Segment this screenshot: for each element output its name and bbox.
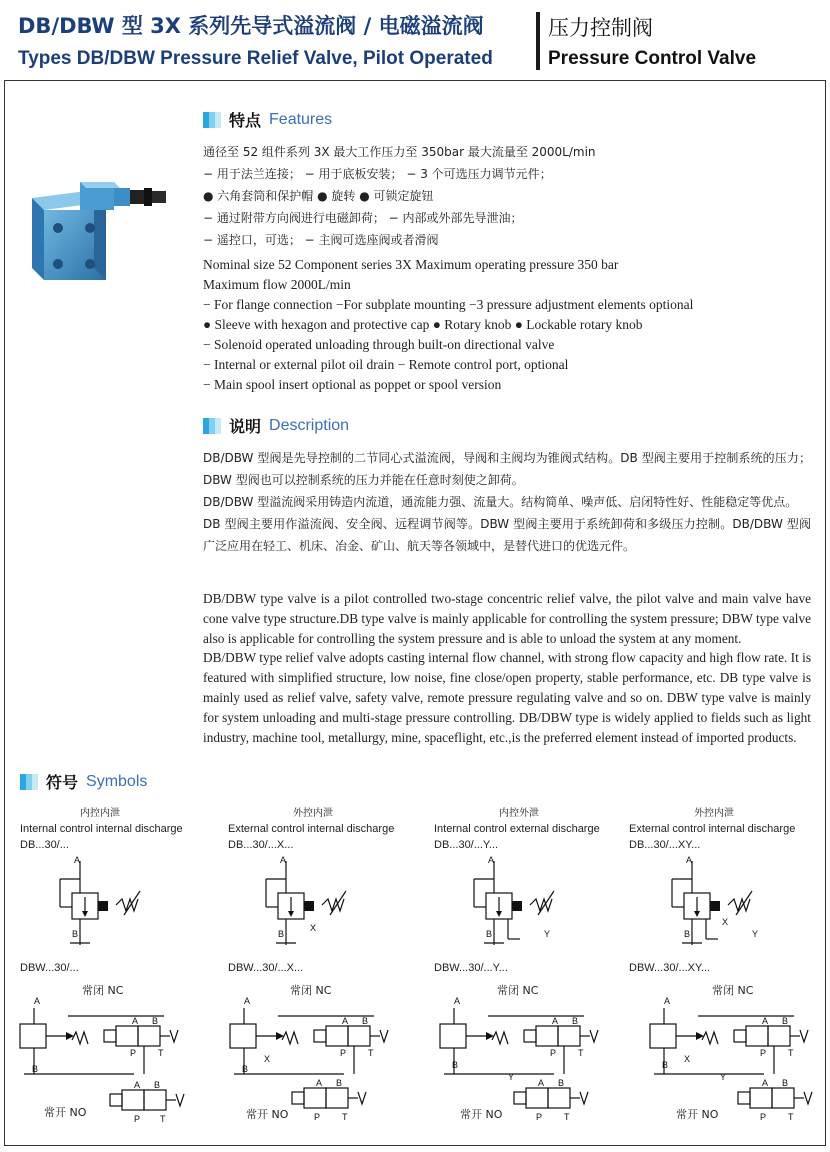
- feature-en-line: − Main spool insert optional as poppet or spool version: [203, 377, 502, 392]
- port-t-label: T: [158, 1048, 164, 1058]
- feature-cn-line: − 遥控口，可选； − 主阀可选座阀或者滑阀: [203, 233, 439, 247]
- symbol-title-en: Internal control internal discharge: [20, 823, 183, 835]
- header-divider: [536, 12, 540, 70]
- port-a-label: A: [552, 1016, 559, 1026]
- feature-en-line: Nominal size 52 Component series 3X Maximum operating pressure 350 bar: [203, 257, 619, 272]
- description-cn-paragraph: DB 型阀主要用作溢流阀、安全阀、远程调节阀等。DBW 型阀主要用于系统卸荷和多级压力控制。DB/DBW 型阀广泛应用在轻工、机床、冶金、矿山、航天等各领域中，是替代进口的优选元件。: [203, 517, 811, 553]
- nc-label: 常闭 NC: [497, 984, 539, 997]
- no-label: 常开 NO: [460, 1108, 503, 1121]
- port-b-label: B: [154, 1080, 161, 1090]
- feature-cn-line: ● 六角套筒和保护帽 ● 旋转 ● 可锁定旋钮: [203, 189, 434, 203]
- port-b-label: B: [782, 1078, 789, 1088]
- port-y-label: Y: [720, 1072, 727, 1082]
- no-label: 常开 NO: [676, 1108, 719, 1121]
- port-y-label: Y: [752, 929, 759, 939]
- port-p-label: P: [340, 1048, 347, 1058]
- description-en: [203, 589, 811, 747]
- port-a-label: A: [538, 1078, 545, 1088]
- section-bullet-icon: [203, 418, 221, 434]
- port-t-label: T: [578, 1048, 584, 1058]
- feature-cn-line: − 用于法兰连接； − 用于底板安装； − 3 个可选压力调节元件；: [203, 167, 552, 181]
- symbol-title-cn: 内控外泄: [499, 808, 539, 819]
- port-y-label: Y: [508, 1072, 515, 1082]
- port-t-label: T: [160, 1114, 166, 1124]
- port-b-label: B: [684, 929, 691, 939]
- symbol-column: [20, 804, 220, 851]
- port-a-label: A: [316, 1078, 323, 1088]
- port-a-label: A: [244, 996, 251, 1006]
- page-header: [18, 10, 528, 70]
- symbol-title-cn: 内控内泄: [80, 808, 120, 819]
- port-b-label: B: [32, 1064, 39, 1074]
- nc-label: 常闭 NC: [82, 984, 124, 997]
- port-b-label: B: [152, 1016, 159, 1026]
- dbw-symbol-diagram: [14, 994, 194, 1132]
- port-b-label: B: [72, 929, 79, 939]
- dbw-symbol-diagram: [224, 994, 404, 1132]
- description-cn-paragraph: DB/DBW 型阀是先导控制的二节同心式溢流阀，导阀和主阀均为锥阀式结构。DB 型阀主要用于控制系统的压力；DBW 型阀也可以控制系统的压力并能在任意时刻使之卸荷。: [203, 451, 811, 487]
- feature-en-line: ● Sleeve with hexagon and protective cap ● Rotary knob ● Lockable rotary knob: [203, 317, 643, 332]
- port-a-label: A: [686, 855, 693, 865]
- db-symbol-diagram: [256, 855, 376, 955]
- symbol-db-code: DB...30/...: [20, 839, 69, 851]
- description-en-paragraph: DB/DBW type valve is a pilot controlled two-stage concentric relief valve, the pilot valve and main valve have cone valve type structure.DB type valve is mainly applicable for controlling the system pressure; DBW type valve also is applicable for controlling the system pressure and is able to unload the system at any moment.: [203, 591, 811, 646]
- symbol-title-en: External control internal discharge: [629, 823, 796, 835]
- port-b-label: B: [242, 1064, 249, 1074]
- description-en-paragraph: DB/DBW type relief valve adopts casting internal flow channel, with strong flow capacity and high flow rate. It is featured with simplified structure, low noise, fine close/open property, stable performance, etc. DB type valve is mainly used as relief valve, safety valve, remote pressure regulating valve and so on. DBW type valve is mainly for system unloading and multi-stage pressure controlling. DB/DBW type is widely applied to fields such as light industry, machine tool, metallurgy, mine, spaceflight, etc.,is the preferred element instead of imported products.: [203, 650, 811, 745]
- port-a-label: A: [664, 996, 671, 1006]
- symbol-column: [434, 804, 634, 851]
- port-t-label: T: [368, 1048, 374, 1058]
- dbw-symbol-diagram: [644, 994, 824, 1132]
- port-a-label: A: [762, 1016, 769, 1026]
- category-title-cn: 压力控制阀: [548, 16, 653, 40]
- port-b-label: B: [662, 1060, 669, 1070]
- db-symbol-diagram: [464, 855, 584, 955]
- port-p-label: P: [130, 1048, 137, 1058]
- port-b-label: B: [558, 1078, 565, 1088]
- features-cn-list: [203, 141, 811, 251]
- port-p-label: P: [314, 1112, 321, 1122]
- port-x-label: X: [264, 1054, 271, 1064]
- symbol-db-code: DB...30/...X...: [228, 839, 294, 851]
- valve-product-image: [24, 180, 174, 290]
- symbol-dbw-code: DBW...30/...Y...: [434, 962, 508, 974]
- symbol-column: [228, 804, 428, 851]
- no-label: 常开 NO: [44, 1106, 87, 1119]
- dbw-symbol-diagram: [434, 994, 614, 1132]
- port-b-label: B: [362, 1016, 369, 1026]
- feature-en-line: − For flange connection −For subplate mounting −3 pressure adjustment elements optional: [203, 297, 694, 312]
- port-p-label: P: [760, 1048, 767, 1058]
- port-x-label: X: [722, 917, 729, 927]
- port-x-label: X: [310, 923, 317, 933]
- description-heading: 说明 Description: [203, 414, 349, 437]
- db-symbol-diagram: [662, 855, 782, 955]
- port-a-label: A: [134, 1080, 141, 1090]
- feature-en-line: − Solenoid operated unloading through built-on directional valve: [203, 337, 555, 352]
- category-header: [548, 12, 756, 70]
- symbol-dbw-code: DBW...30/...X...: [228, 962, 304, 974]
- symbol-dbw-code: DBW...30/...XY...: [629, 962, 711, 974]
- description-cn: [203, 447, 811, 557]
- port-a-label: A: [762, 1078, 769, 1088]
- port-b-label: B: [572, 1016, 579, 1026]
- symbol-dbw-code: DBW...30/...: [20, 962, 79, 974]
- port-a-label: A: [280, 855, 287, 865]
- port-p-label: P: [536, 1112, 543, 1122]
- symbol-column: [629, 804, 829, 851]
- feature-en-line: Maximum flow 2000L/min: [203, 277, 351, 292]
- symbol-title-cn: 外控内泄: [293, 808, 333, 819]
- symbol-title-cn: 外控内泄: [694, 808, 734, 819]
- port-x-label: X: [684, 1054, 691, 1064]
- page-title-en: Types DB/DBW Pressure Relief Valve, Pilot Operated: [18, 48, 493, 69]
- port-p-label: P: [134, 1114, 141, 1124]
- port-p-label: P: [550, 1048, 557, 1058]
- symbol-db-code: DB...30/...XY...: [629, 839, 701, 851]
- port-b-label: B: [486, 929, 493, 939]
- category-title-en: Pressure Control Valve: [548, 48, 757, 69]
- port-p-label: P: [760, 1112, 767, 1122]
- section-bullet-icon: [20, 774, 38, 790]
- port-t-label: T: [564, 1112, 570, 1122]
- port-b-label: B: [278, 929, 285, 939]
- nc-label: 常闭 NC: [712, 984, 754, 997]
- db-symbol-diagram: [50, 855, 170, 955]
- port-b-label: B: [782, 1016, 789, 1026]
- port-t-label: T: [788, 1112, 794, 1122]
- port-a-label: A: [34, 996, 41, 1006]
- symbols-heading: 符号 Symbols: [20, 770, 147, 793]
- feature-cn-line: 通径至 52 组件系列 3X 最大工作压力至 350bar 最大流量至 2000L/min: [203, 145, 596, 159]
- port-b-label: B: [452, 1060, 459, 1070]
- port-a-label: A: [74, 855, 81, 865]
- port-t-label: T: [342, 1112, 348, 1122]
- feature-cn-line: − 通过附带方向阀进行电磁卸荷； − 内部或外部先导泄油；: [203, 211, 523, 225]
- port-t-label: T: [788, 1048, 794, 1058]
- port-y-label: Y: [544, 929, 551, 939]
- symbol-title-en: Internal control external discharge: [434, 823, 600, 835]
- feature-en-line: − Internal or external pilot oil drain − Remote control port, optional: [203, 357, 569, 372]
- symbol-db-code: DB...30/...Y...: [434, 839, 498, 851]
- page-title-cn: DB/DBW 型 3X 系列先导式溢流阀 / 电磁溢流阀: [18, 14, 484, 38]
- features-heading: 特点 Features: [203, 108, 332, 131]
- nc-label: 常闭 NC: [290, 984, 332, 997]
- port-a-label: A: [454, 996, 461, 1006]
- no-label: 常开 NO: [246, 1108, 289, 1121]
- symbol-title-en: External control internal discharge: [228, 823, 395, 835]
- section-bullet-icon: [203, 112, 221, 128]
- port-a-label: A: [132, 1016, 139, 1026]
- port-a-label: A: [488, 855, 495, 865]
- port-a-label: A: [342, 1016, 349, 1026]
- description-cn-paragraph: DB/DBW 型溢流阀采用铸造内流道，通流能力强、流量大。结构简单、噪声低、启闭特性好、性能稳定等优点。: [203, 495, 798, 509]
- port-b-label: B: [336, 1078, 343, 1088]
- features-en-list: [203, 255, 811, 395]
